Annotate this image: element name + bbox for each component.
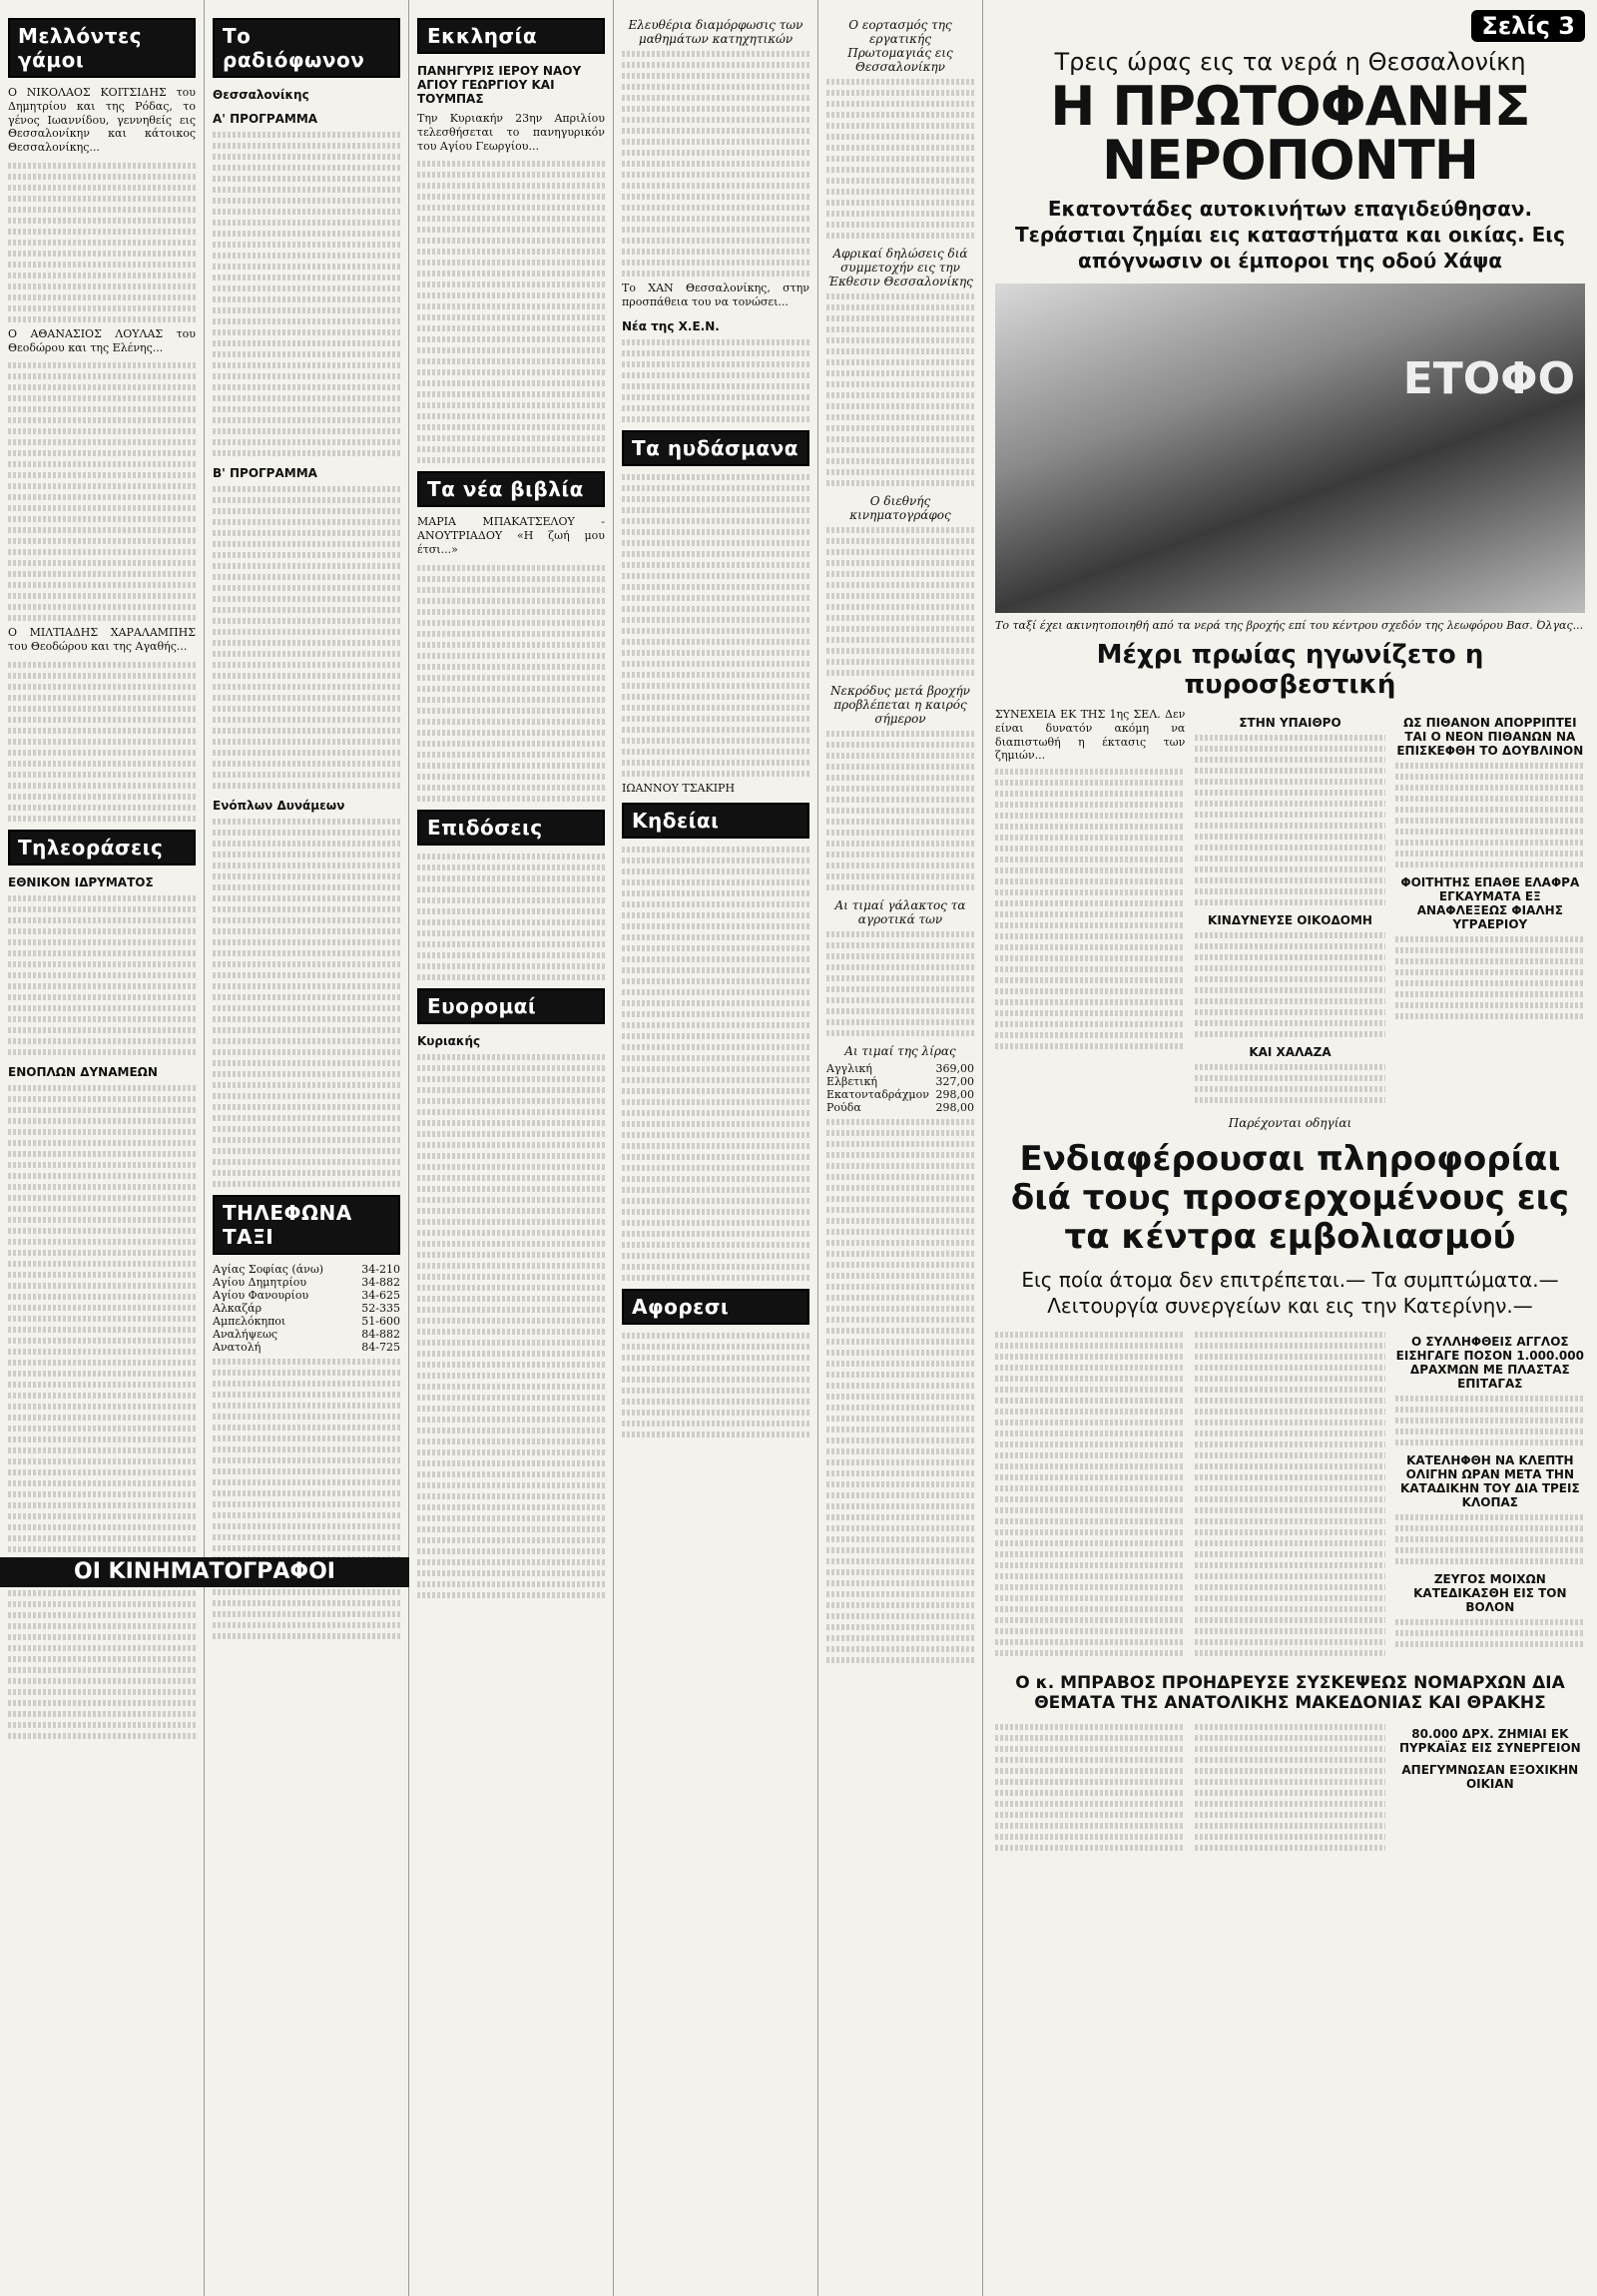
taxi-row xyxy=(213,1263,400,1276)
shop-sign-text: ΕΤΟΦΟ xyxy=(1402,353,1575,404)
column-church xyxy=(409,0,614,2296)
subheading: Ενόπλων Δυνάμεων xyxy=(213,799,345,813)
taxi-phone: 52-335 xyxy=(361,1302,400,1315)
text-block xyxy=(1195,932,1384,1037)
subheading: ΚΙΝΔΥΝΕΥΣΕ ΟΙΚΟΔΟΜΗ xyxy=(1208,913,1372,927)
taxi-row xyxy=(213,1289,400,1302)
column-briefs xyxy=(818,0,983,2296)
price-row xyxy=(826,1062,974,1075)
taxi-row xyxy=(213,1315,400,1328)
coin-name: Αγγλική xyxy=(826,1062,872,1075)
section-banner-weddings: Μελλόντες γάμοι xyxy=(8,18,196,78)
subheading: ΣΤΗΝ ΥΠΑΙΘΡΟ xyxy=(1239,716,1341,730)
price-row xyxy=(826,1088,974,1101)
column-news xyxy=(614,0,818,2296)
text-block xyxy=(995,1332,1185,1656)
coin-name: Εκατονταδράχμον xyxy=(826,1088,929,1101)
text-block xyxy=(8,362,196,621)
article-text: Ο ΑΘΑΝΑΣΙΟΣ ΛΟΥΛΑΣ του Θεοδώρου και της Ελένης... xyxy=(8,326,196,354)
taxi-station: Ανατολή xyxy=(213,1341,262,1354)
main-headline: Η ΠΡΩΤΟΦΑΝΗΣ ΝΕΡΟΠΟΝΤΗ xyxy=(1050,75,1530,192)
article-heading: Νεκρόδυς μετά βροχήν προβλέπεται η καιρός σήμερον xyxy=(830,684,970,726)
text-block xyxy=(622,51,809,277)
article-heading: Ο εορτασμός της εργατικής Πρωτομαγιάς εις Θεσσαλονίκην xyxy=(847,18,953,74)
text-block xyxy=(995,1724,1185,1851)
text-block xyxy=(1195,1724,1384,1851)
text-block xyxy=(1195,1064,1384,1103)
text-block xyxy=(213,1359,400,1639)
price-row xyxy=(826,1075,974,1088)
article-text: Ο ΜΙΛΤΙΑΔΗΣ ΧΑΡΑΛΑΜΠΗΣ του Θεοδώρου και της Αγαθής... xyxy=(8,626,196,653)
front-story-section xyxy=(983,0,1597,2296)
coin-price: 369,00 xyxy=(935,1062,974,1075)
text-block xyxy=(622,339,809,422)
text-block xyxy=(1395,763,1585,867)
section-banner-memorials: Αφορεσι xyxy=(622,1289,809,1325)
text-block xyxy=(8,1085,196,1739)
coin-name: Ελβετική xyxy=(826,1075,877,1088)
taxi-station: Αναλήψεως xyxy=(213,1328,278,1341)
coin-price: 298,00 xyxy=(935,1088,974,1101)
subheading: Νέα της Χ.Ε.Ν. xyxy=(622,318,720,333)
section-banner-cinemas: ΟΙ ΚΙΝΗΜΑΤΟΓΡΑΦΟΙ xyxy=(0,1557,409,1587)
coin-price: 327,00 xyxy=(935,1075,974,1088)
section-banner-epidoseis: Επιδόσεις xyxy=(417,810,605,846)
text-block xyxy=(8,163,196,322)
deck-line: Εκατοντάδες αυτοκινήτων επαγιδεύθησαν. xyxy=(1047,197,1533,221)
section-banner-taxi: ΤΗΛΕΦΩΝΑ ΤΑΞΙ xyxy=(213,1195,400,1255)
article-heading: Αι τιμαί γάλακτος τα αγροτικά των xyxy=(834,898,966,926)
text-block xyxy=(826,527,974,676)
text-block xyxy=(826,931,974,1036)
side-headline: ΦΟΙΤΗΤΗΣ ΕΠΑΘΕ ΕΛΑΦΡΑ ΕΓΚΑΥΜΑΤΑ ΕΞ ΑΝΑΦΛΕΞΕΩΣ ΦΙΑΛΗΣ ΥΓΡΑΕΡΙΟΥ xyxy=(1400,875,1580,931)
subheading: Α' ΠΡΟΓΡΑΜΜΑ xyxy=(213,112,318,126)
text-block xyxy=(1395,1619,1585,1647)
article-text: Την Κυριακήν 23ην Απριλίου τελεσθήσεται το πανηγυρικόν του Αγίου Γεωργίου... xyxy=(417,112,605,153)
kicker-small: Παρέχονται οδηγίαι xyxy=(1228,1116,1352,1130)
article-text: Το ΧΑΝ Θεσσαλονίκης, στην προσπάθεια του να τονώσει... xyxy=(622,282,809,308)
text-block xyxy=(417,161,605,463)
vaccination-deck: Εις ποία άτομα δεν επιτρέπεται.— Τα συμπτώματα.— Λειτουργία συνεργείων και εις την Κατερίνην.— xyxy=(1021,1268,1559,1319)
side-headline: ΚΑΤΕΛΗΦΘΗ ΝΑ ΚΛΕΠΤΗ ΟΛΙΓΗΝ ΩΡΑΝ ΜΕΤΑ ΤΗΝ ΚΑΤΑΔΙΚΗΝ ΤΟΥ ΔΙΑ ΤΡΕΙΣ ΚΛΟΠΑΣ xyxy=(1399,1453,1580,1510)
coin-name: Ρούδα xyxy=(826,1101,861,1114)
taxi-phone: 34-625 xyxy=(361,1289,400,1302)
text-block xyxy=(622,847,809,1281)
subheading: Θεσσαλονίκης xyxy=(213,88,309,102)
side-headline: 80.000 ΔΡΧ. ΖΗΜΙΑΙ ΕΚ ΠΥΡΚΑΪΑΣ ΕΙΣ ΣΥΝΕΡΓΕΙΟΝ xyxy=(1398,1727,1581,1756)
taxi-station: Αγίας Σοφίας (άνω) xyxy=(213,1263,324,1276)
column-radio xyxy=(205,0,409,2296)
text-block xyxy=(213,132,400,456)
text-block xyxy=(995,769,1185,1049)
bottom-headline: Ο κ. ΜΠΡΑΒΟΣ ΠΡΟΗΔΡΕΥΣΕ ΣΥΣΚΕΨΕΩΣ ΝΟΜΑΡΧΩΝ ΔΙΑ ΘΕΜΑΤΑ ΤΗΣ ΑΝΑΤΟΛΙΚΗΣ ΜΑΚΕΔΟΝΙΑΣ ΚΑΙ ΘΡΑΚΗΣ xyxy=(1015,1673,1565,1714)
text-block xyxy=(622,474,809,777)
article-text: ΣΥΝΕΧΕΙΑ ΕΚ ΤΗΣ 1ης ΣΕΛ. Δεν είναι δυνατόν ακόμη να διαπιστωθή η έκτασις των ζημιών... xyxy=(995,708,1186,763)
text-block xyxy=(1395,936,1585,1019)
subheading: Β' ΠΡΟΓΡΑΜΜΑ xyxy=(213,466,317,480)
text-block xyxy=(1395,1396,1585,1445)
text-block xyxy=(826,1119,974,1663)
taxi-row xyxy=(213,1276,400,1289)
text-block xyxy=(417,854,605,980)
article-heading: Αι τιμαί της λίρας xyxy=(844,1044,956,1058)
text-block xyxy=(826,293,974,486)
text-block xyxy=(826,79,974,239)
article-heading: Αφρικαί δηλώσεις διά συμμετοχήν εις την Έκθεσιν Θεσσαλονίκης xyxy=(827,247,973,288)
article-text: ΜΑΡΙΑ ΜΠΑΚΑΤΣΕΛΟΥ - ΑΝΟΥΤΡΙΑΔΟΥ «Η ζωή μου έτσι...» xyxy=(417,515,605,556)
side-headline: ΑΠΕΓΥΜΝΩΣΑΝ ΕΞΟΧΙΚΗΝ ΟΙΚΙΑΝ xyxy=(1401,1763,1579,1792)
article-text: ΙΩΑΝΝΟΥ ΤΣΑΚΙΡΗ xyxy=(622,781,736,795)
gold-price-list xyxy=(826,1062,974,1114)
subheading: ΕΝΟΠΛΩΝ ΔΥΝΑΜΕΩΝ xyxy=(8,1064,158,1079)
section-banner-events: Ευορομαί xyxy=(417,988,605,1024)
taxi-row xyxy=(213,1302,400,1315)
subheading: ΠΑΝΗΓΥΡΙΣ ΙΕΡΟΥ ΝΑΟΥ ΑΓΙΟΥ ΓΕΩΡΓΙΟΥ ΚΑΙ ΤΟΥΜΠΑΣ xyxy=(417,64,582,106)
page-number-badge: Σελίς 3 xyxy=(1471,10,1585,42)
subheading: ΚΑΙ ΧΑΛΑΖΑ xyxy=(1249,1045,1331,1059)
coin-price: 298,00 xyxy=(935,1101,974,1114)
text-block xyxy=(8,895,196,1055)
story-columns-lower xyxy=(995,1327,1585,1661)
vaccination-headline: Ενδιαφέρουσαι πληροφορίαι διά τους προσερχομένους εις τα κέντρα εμβολιασμού xyxy=(1010,1139,1570,1258)
text-block xyxy=(622,1333,809,1437)
headline-kicker: Τρεις ώρας εις τα νερά η Θεσσαλονίκη xyxy=(1054,48,1526,76)
text-block xyxy=(826,731,974,890)
taxi-row xyxy=(213,1341,400,1354)
article-text: Ο ΝΙΚΟΛΑΟΣ ΚΟΙΤΣΙΔΗΣ του Δημητρίου και της Ρόδας, το γένος Ιωαννίδου, γεννηθείς εις Θεσσαλονίκην και κάτοικος Θεσσαλονίκης... xyxy=(8,86,196,154)
photo-caption: Το ταξί έχει ακινητοποιηθή από τα νερά της βροχής επί του κέντρου σχεδόν της λεωφόρου Βασ. Όλγας... xyxy=(995,619,1584,632)
taxi-station: Αμπελόκηποι xyxy=(213,1315,286,1328)
taxi-station: Αγίου Δημητρίου xyxy=(213,1276,307,1289)
text-block xyxy=(1395,1514,1585,1564)
side-headline: ΖΕΥΓΟΣ ΜΟΙΧΩΝ ΚΑΤΕΔΙΚΑΣΘΗ ΕΙΣ ΤΟΝ ΒΟΛΟΝ xyxy=(1413,1572,1567,1615)
taxi-phone: 84-725 xyxy=(361,1341,400,1354)
story-columns xyxy=(995,708,1585,1108)
taxi-phone: 34-210 xyxy=(361,1263,400,1276)
section-banner-radio: Το ραδιόφωνον xyxy=(213,18,400,78)
secondary-headline: Μέχρι πρωίας ηγωνίζετο η πυροσβεστική xyxy=(1096,640,1484,700)
text-block xyxy=(1195,735,1384,905)
article-heading: Ο διεθνής κινηματογράφος xyxy=(849,494,951,522)
taxi-phone: 51-600 xyxy=(361,1315,400,1328)
side-headline: ΩΣ ΠΙΘΑΝΟΝ ΑΠΟΡΡΙΠΤΕΙ ΤΑΙ Ο ΝΕΟΝ ΠΙΘΑΝΩΝ ΝΑ ΕΠΙΣΚΕΦΘΗ ΤΟ ΔΟΥΒΛΙΝΟΝ xyxy=(1396,716,1584,758)
subheading: Κυριακής xyxy=(417,1033,481,1048)
text-block xyxy=(417,565,605,802)
deck-line: Τεράστιαι ζημίαι εις καταστήματα και οικίας. Εις απόγνωσιν οι έμποροι της οδού Χάψα xyxy=(1015,223,1565,273)
taxi-row xyxy=(213,1328,400,1341)
section-banner-tv: Τηλεοράσεις xyxy=(8,830,196,865)
subheading: ΕΘΝΙΚΟΝ ΙΔΡΥΜΑΤΟΣ xyxy=(8,874,154,889)
section-banner-books: Τα νέα βιβλία xyxy=(417,471,605,507)
text-block xyxy=(8,662,196,822)
taxi-phone-list xyxy=(213,1263,400,1354)
price-row xyxy=(826,1101,974,1114)
section-banner-church: Εκκλησία xyxy=(417,18,605,54)
section-banner-misc: Τα ηυδάσμανα xyxy=(622,430,809,466)
article-heading: Ελευθέρια διαμόρφωσις των μαθημάτων κατηχητικών xyxy=(628,18,803,46)
text-block xyxy=(1195,1332,1384,1656)
story-columns-bottom xyxy=(995,1719,1585,1856)
taxi-station: Αγίου Φανουρίου xyxy=(213,1289,309,1302)
section-banner-funerals: Κηδείαι xyxy=(622,803,809,839)
flood-photo xyxy=(995,284,1585,613)
taxi-phone: 84-882 xyxy=(361,1328,400,1341)
column-weddings-tv xyxy=(0,0,205,2296)
text-block xyxy=(213,819,400,1187)
side-headline: Ο ΣΥΛΛΗΦΘΕΙΣ ΑΓΓΛΟΣ ΕΙΣΗΓΑΓΕ ΠΟΣΟΝ 1.000.000 ΔΡΑΧΜΩΝ ΜΕ ΠΛΑΣΤΑΣ ΕΠΙΤΑΓΑΣ xyxy=(1395,1335,1584,1392)
text-block xyxy=(417,1054,605,1598)
taxi-phone: 34-882 xyxy=(361,1276,400,1289)
text-block xyxy=(213,486,400,789)
headline-deck xyxy=(995,196,1585,274)
taxi-station: Αλκαζάρ xyxy=(213,1302,263,1315)
